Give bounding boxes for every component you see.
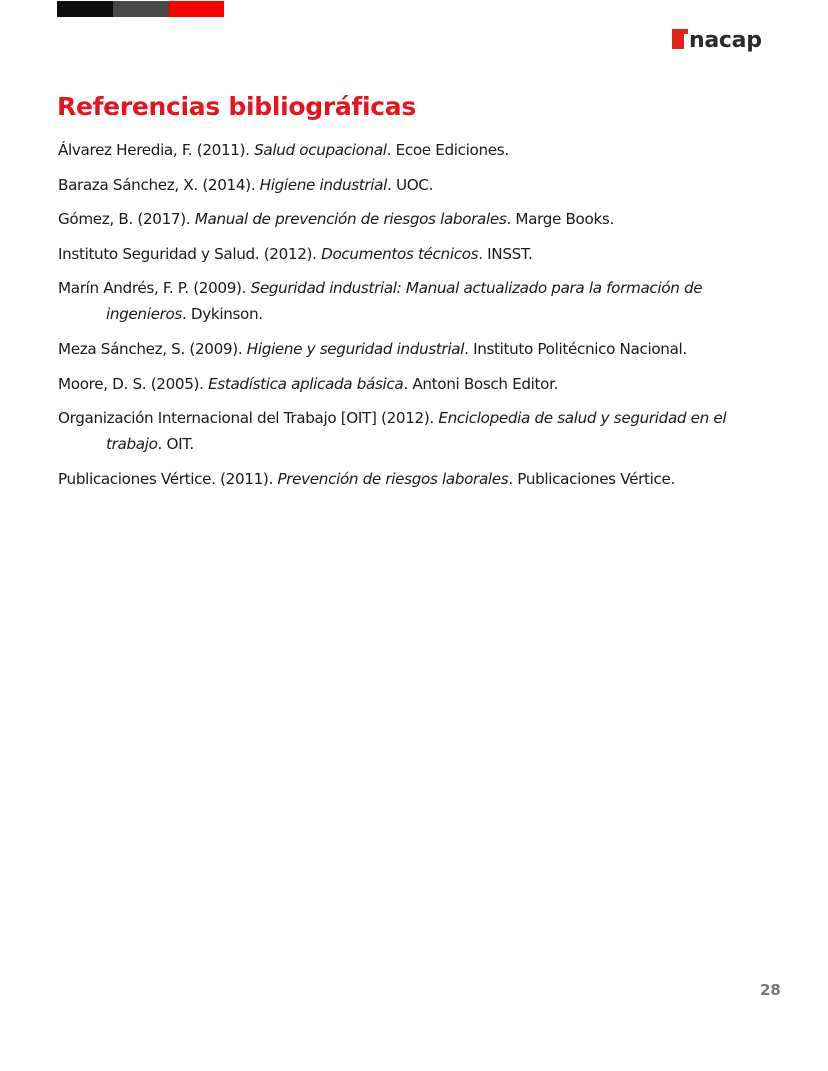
header-color-bar (57, 1, 224, 17)
reference-item: Instituto Seguridad y Salud. (2012). Documentos técnicos. INSST. (58, 244, 533, 263)
page-title: Referencias bibliográficas (57, 92, 416, 121)
reference-list (58, 137, 778, 500)
reference-item: Álvarez Heredia, F. (2011). Salud ocupacional. Ecoe Ediciones. (58, 141, 509, 159)
logo-text: nacap (689, 28, 762, 53)
logo-mark-icon (672, 29, 688, 49)
color-bar-red (169, 1, 224, 17)
reference-item: Baraza Sánchez, X. (2014). Higiene industrial. UOC. (58, 175, 434, 194)
color-bar-black (57, 1, 113, 17)
reference-item: Meza Sánchez, S. (2009). Higiene y seguridad industrial. Instituto Politécnico Nacional. (58, 339, 687, 358)
reference-item: Marín Andrés, F. P. (2009). Seguridad industrial: Manual actualizado para la formación de ingenieros. Dykinson. (58, 279, 703, 324)
reference-item: Publicaciones Vértice. (2011). Prevención de riesgos laborales. Publicaciones Vértice. (58, 469, 675, 488)
inacap-logo (672, 28, 762, 53)
reference-item: Organización Internacional del Trabajo [OIT] (2012). Enciclopedia de salud y seguridad en el trabajo. OIT. (58, 409, 727, 454)
reference-item: Moore, D. S. (2005). Estadística aplicada básica. Antoni Bosch Editor. (58, 374, 559, 393)
color-bar-gray (113, 1, 169, 17)
page-number: 28 (760, 981, 781, 999)
reference-item: Gómez, B. (2017). Manual de prevención de riesgos laborales. Marge Books. (58, 210, 614, 229)
